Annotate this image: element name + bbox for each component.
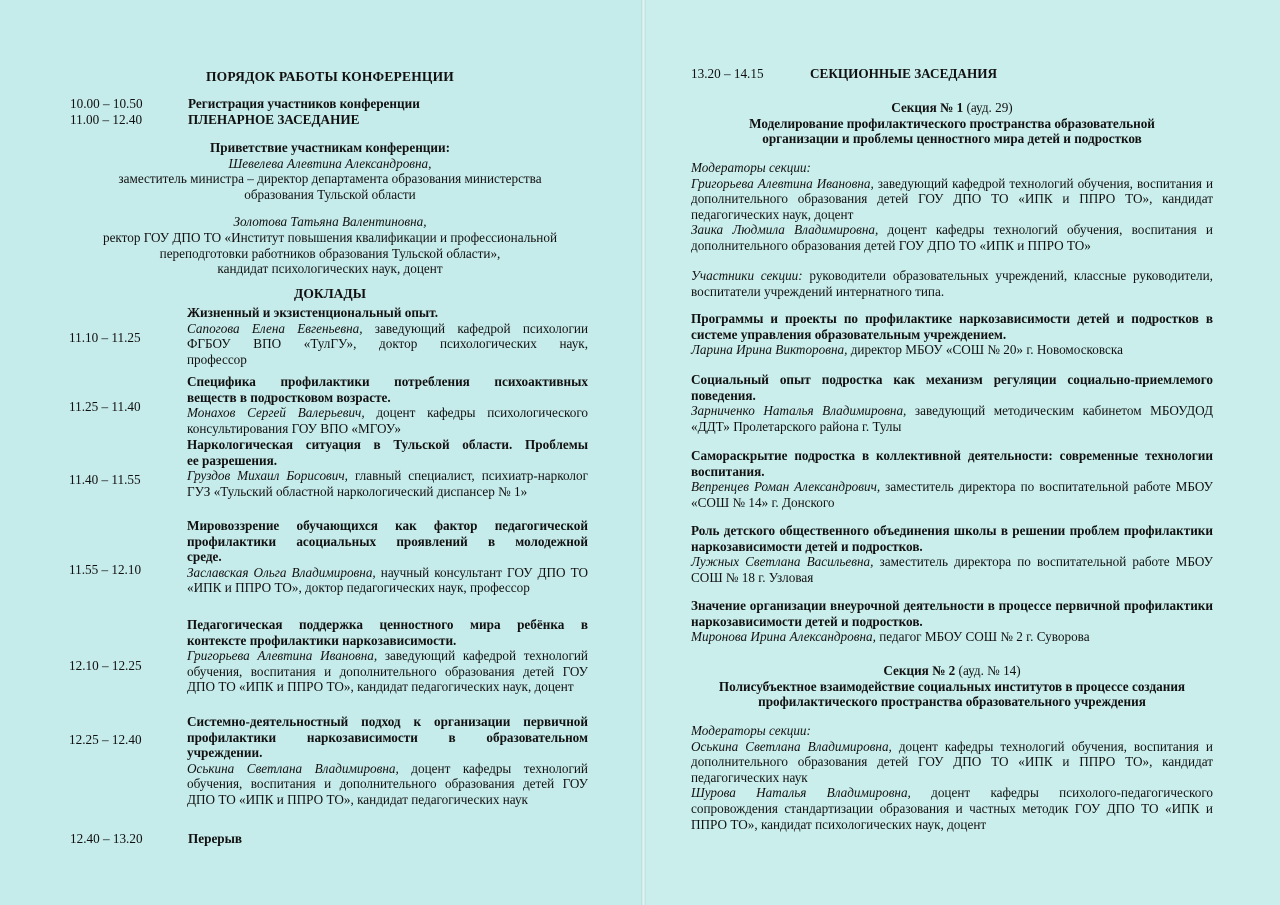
report-title: Мировоззрение обучающихся как фактор педагогической — [187, 518, 588, 533]
talk-role: заместитель директора по воспитательной работе МБОУ «СОШ № 14» г. Донского — [691, 479, 1214, 510]
report-time: 12.25 – 12.40 — [69, 732, 142, 747]
report-author: Груздов Михаил Борисович, — [187, 468, 348, 484]
break-label: Перерыв — [188, 831, 243, 846]
moderator-role: доцент кафедры технологий обучения, воспитания и дополнительного образования детей ГОУ ДПО ТО «ИПК и ППРО ТО» — [691, 222, 1213, 253]
sessions-time: 13.20 – 14.15 — [691, 66, 764, 81]
section-title: профилактического пространства образовательного учреждения — [758, 694, 1146, 710]
report-role: доцент кафедры технологий обучения, воспитания и дополнительного образования детей ГОУ ДПО ТО «ИПК и ППРО ТО», кандидат педагогических наук — [187, 760, 588, 807]
report-role: доцент кафедры психологического — [364, 405, 589, 421]
talk-title: Социальный опыт подростка как механизм регуляции социально-приемлемого поведения. — [691, 372, 1213, 403]
talk-role: заведующий методическим кабинетом МБОУДОД «ДДТ» Пролетарского района г. Тулы — [691, 403, 1213, 434]
section2-header — [691, 663, 1213, 710]
report-title: Наркологическая ситуация в Тульской области. Проблемы — [187, 437, 588, 452]
talk-item — [691, 523, 1213, 585]
break-time: 12.40 – 13.20 — [70, 831, 143, 846]
speaker-role: кандидат психологических наук, доцент — [217, 261, 443, 277]
speaker-role: заместитель министра – директор департамента образования министерства — [118, 171, 542, 187]
section-name: Секция № 2 — [883, 663, 956, 678]
reports-heading: ДОКЛАДЫ — [294, 286, 366, 301]
talk-item — [691, 598, 1213, 645]
section-title: организации и проблемы ценностного мира детей и подростков — [762, 131, 1142, 147]
report-author: Григорьева Алевтина Ивановна, — [187, 648, 378, 664]
report-title: контексте профилактики наркозависимости. — [187, 632, 457, 648]
schedule-label: ПЛЕНАРНОЕ ЗАСЕДАНИЕ — [188, 112, 360, 127]
section1-header — [691, 100, 1213, 147]
report-title: учреждении. — [187, 745, 263, 761]
talk-title: Программы и проекты по профилактике наркозависимости детей и подростков в системе управления образовательным учреждением. — [691, 311, 1213, 342]
moderator-name: Григорьева Алевтина Ивановна, — [691, 175, 874, 191]
break-row — [70, 831, 242, 847]
sessions-label: СЕКЦИОННЫЕ ЗАСЕДАНИЯ — [810, 66, 997, 81]
section-room: (ауд. 29) — [963, 100, 1013, 115]
talk-author: Миронова Ирина Александровна, — [691, 629, 876, 645]
report-title: ее разрешения. — [187, 452, 278, 468]
report-author: Сапогова Елена Евгеньевна, — [187, 320, 363, 336]
schedule-row — [70, 96, 420, 112]
greeting-heading: Приветствие участникам конференции: — [210, 140, 450, 155]
moderator-role: заведующий кафедрой технологий обучения, воспитания и дополнительного образования детей ГОУ ДПО ТО «ИПК и ППРО ТО», кандидат педагогических наук, доцент — [691, 175, 1214, 222]
moderator-name: Шурова Наталья Владимировна, — [691, 785, 911, 801]
participants-text: руководители образовательных учреждений, классные руководители, воспитатели учреждений интернатного типа. — [691, 268, 1213, 299]
report-title: Жизненный и экзистенциональный опыт. — [187, 305, 439, 320]
schedule-time: 10.00 – 10.50 — [70, 96, 143, 111]
section-name: Секция № 1 — [891, 100, 964, 115]
moderator-role: доцент кафедры технологий обучения, воспитания и дополнительного образования детей ГОУ ДПО ТО «ИПК и ППРО ТО», кандидат педагогических наук — [691, 738, 1213, 785]
report-role: заведующий кафедрой психологии — [362, 320, 588, 336]
talk-title: Самораскрытие подростка в коллективной деятельности: современные технологии воспитания. — [691, 448, 1213, 479]
moderators-label: Модераторы секции: — [691, 723, 811, 738]
speaker-name: Шевелева Алевтина Александровна, — [228, 155, 432, 171]
report-role: главный специалист, психиатр-нарколог ГУЗ «Тульский областной наркологический диспансер № 1» — [187, 468, 588, 499]
report-title: Системно-деятельностный подход к организации первичной — [187, 714, 588, 729]
report-role: научный консультант ГОУ ДПО ТО «ИПК и ППРО ТО», доктор педагогических наук, профессор — [187, 564, 588, 596]
sessions-row — [691, 66, 997, 82]
talk-title: Роль детского общественного объединения школы в решении проблем профилактики наркозависимости детей и подростков. — [691, 523, 1213, 554]
report-author: Заславская Ольга Владимировна, — [187, 564, 376, 580]
page-fold — [641, 0, 646, 905]
report-time: 11.40 – 11.55 — [69, 472, 141, 487]
moderator-name: Заика Людмила Владимировна, — [691, 222, 879, 238]
section1-participants — [691, 268, 1213, 299]
program-title: ПОРЯДОК РАБОТЫ КОНФЕРЕНЦИИ — [205, 69, 455, 84]
speaker-name: Золотова Татьяна Валентиновна, — [233, 214, 427, 230]
moderator-role: доцент кафедры психолого-педагогического сопровождения стандартизации образования и частных методик ГОУ ДПО ТО «ИПК и ППРО ТО», кандидат психологических наук, доцент — [691, 785, 1213, 832]
participants-label: Участники секции: — [691, 268, 803, 283]
report-item — [187, 617, 588, 695]
schedule-label: Регистрация участников конференции — [188, 96, 420, 111]
report-item — [187, 305, 588, 367]
talk-author: Лужных Светлана Васильевна, — [691, 554, 874, 570]
report-time: 12.10 – 12.25 — [69, 658, 142, 673]
section-title: Полисубъектное взаимодействие социальных институтов в процессе создания — [718, 678, 1186, 694]
greeting-block — [60, 140, 600, 277]
report-item — [187, 714, 588, 808]
talk-author: Зарниченко Наталья Владимировна, — [691, 403, 907, 419]
talk-item — [691, 372, 1213, 434]
talk-title: Значение организации внеурочной деятельности в процессе первичной профилактики наркозависимости детей и подростков. — [691, 598, 1213, 629]
section-title: Моделирование профилактического пространства образовательной — [749, 115, 1155, 131]
section-room: (ауд. № 14) — [955, 663, 1021, 678]
talk-item — [691, 311, 1213, 358]
moderators-label: Модераторы секции: — [691, 160, 811, 175]
talk-role: педагог МБОУ СОШ № 2 г. Суворова — [875, 629, 1090, 645]
report-title: Педагогическая поддержка ценностного мира ребёнка в — [187, 617, 588, 632]
speaker-role: образования Тульской области — [244, 186, 416, 202]
schedule-row — [70, 112, 359, 128]
report-title: Специфика профилактики потребления психоактивных — [187, 374, 588, 389]
section1-moderators — [691, 160, 1213, 254]
report-role: заведующий кафедрой технологий обучения, воспитания и дополнительного образования детей ГОУ ДПО ТО «ИПК и ППРО ТО», кандидат педагогических наук, доцент — [187, 648, 588, 695]
speaker-role: ректор ГОУ ДПО ТО «Институт повышения квалификации и профессиональной — [102, 229, 558, 245]
report-time: 11.10 – 11.25 — [69, 330, 141, 345]
speaker-role: переподготовки работников образования Тульской области», — [159, 245, 501, 261]
report-title: профилактики асоциальных проявлений в молодежной — [187, 533, 588, 549]
talk-author: Ларина Ирина Викторовна, — [691, 342, 848, 358]
talk-author: Вепренцев Роман Александрович, — [691, 479, 881, 495]
talk-item — [691, 448, 1213, 510]
talk-role: директор МБОУ «СОШ № 20» г. Новомосковска — [847, 342, 1123, 358]
report-author: Монахов Сергей Валерьевич, — [187, 405, 365, 421]
section2-moderators — [691, 723, 1213, 832]
report-title: среде. — [187, 549, 222, 565]
report-item — [187, 437, 588, 499]
report-title: профилактики наркозависимости в образовательном — [187, 729, 588, 745]
report-author: Оськина Светлана Владимировна, — [187, 760, 399, 776]
report-title: веществ в подростковом возрасте. — [187, 389, 391, 405]
report-item — [187, 518, 588, 596]
report-item — [187, 374, 588, 436]
report-time: 11.55 – 12.10 — [69, 562, 142, 577]
talk-role: заместитель директора по воспитательной работе МБОУ СОШ № 18 г. Узловая — [691, 554, 1214, 585]
moderator-name: Оськина Светлана Владимировна, — [691, 738, 892, 754]
report-role: консультирования ГОУ ВПО «МГОУ» — [187, 420, 401, 436]
report-role: ФГБОУ ВПО «ТулГУ», доктор психологических наук, — [187, 336, 588, 352]
report-time: 11.25 – 11.40 — [69, 399, 141, 414]
schedule-time: 11.00 – 12.40 — [70, 112, 143, 127]
report-role: профессор — [187, 351, 247, 367]
